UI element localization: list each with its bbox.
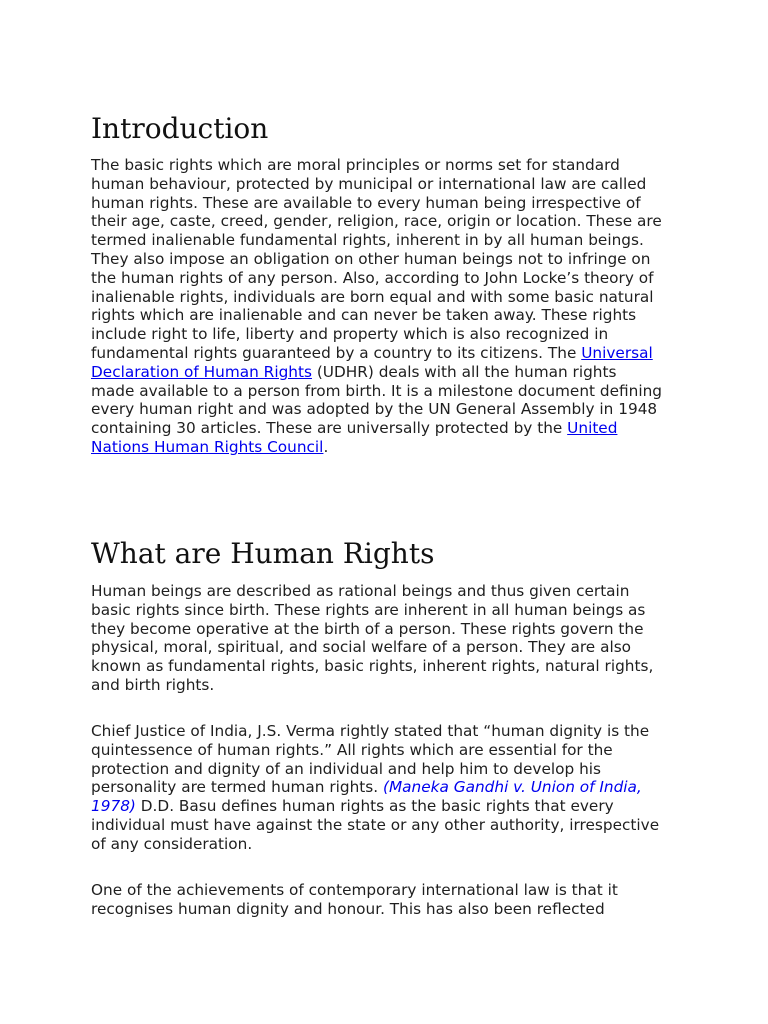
international-law-paragraph	[91, 881, 618, 919]
text-line: known as fundamental rights, basic rights, inherent rights, natural rights,	[91, 657, 654, 676]
definition-paragraph	[91, 582, 653, 695]
text-line: basic rights since birth. These rights are inherent in all human beings as	[91, 600, 646, 619]
unhrc-link[interactable]: United	[567, 419, 618, 438]
text-line: their age, caste, creed, gender, religion, race, origin or location. These are	[91, 212, 662, 231]
text-line: they become operative at the birth of a person. These rights govern the	[91, 619, 644, 638]
text-segment: fundamental rights guaranteed by a country to its citizens. The	[91, 343, 582, 362]
text-line: inalienable rights, individuals are born equal and with some basic natural	[91, 287, 654, 306]
udhr-link[interactable]: Universal	[581, 343, 653, 362]
text-line: of any consideration.	[91, 834, 253, 853]
text-line: One of the achievements of contemporary international law is that it	[91, 881, 618, 899]
what-are-human-rights-heading: What are Human Rights	[91, 537, 435, 570]
text-line: include right to life, liberty and property which is also recognized in	[91, 325, 609, 344]
introduction-heading: Introduction	[91, 112, 269, 145]
text-line: and birth rights.	[91, 675, 215, 694]
text-line: the human rights of any person. Also, according to John Locke’s theory of	[91, 268, 654, 287]
text-line: rights which are inalienable and can never be taken away. These rights	[91, 306, 637, 325]
text-segment: (UDHR) deals with all the human rights	[311, 362, 617, 381]
text-segment: personality are termed human rights.	[91, 778, 383, 797]
text-line: made available to a person from birth. It is a milestone document defining	[91, 381, 662, 400]
case-citation-continued: 1978)	[91, 797, 136, 816]
text-line: human behaviour, protected by municipal or international law are called	[91, 174, 647, 193]
text-line: every human right and was adopted by the UN General Assembly in 1948	[91, 400, 658, 419]
text-line: physical, moral, spiritual, and social welfare of a person. They are also	[91, 638, 632, 657]
text-line	[91, 797, 659, 816]
text-segment: .	[323, 437, 329, 456]
text-segment: containing 30 articles. These are universally protected by the	[91, 419, 568, 438]
text-line: Human beings are described as rational beings and thus given certain	[91, 582, 630, 600]
text-line: individual must have against the state or any other authority, irrespective	[91, 815, 660, 834]
text-line: termed inalienable fundamental rights, inherent in by all human beings.	[91, 231, 644, 250]
introduction-paragraph	[91, 156, 662, 457]
case-citation: (Maneka Gandhi v. Union of India,	[383, 778, 642, 797]
text-line	[91, 344, 662, 363]
human-dignity-paragraph	[91, 722, 659, 854]
text-line: The basic rights which are moral principles or norms set for standard	[91, 156, 620, 174]
text-line	[91, 778, 659, 797]
text-line: They also impose an obligation on other human beings not to infringe on	[91, 249, 651, 268]
text-line	[91, 438, 662, 457]
text-line: quintessence of human rights.” All rights which are essential for the	[91, 740, 613, 759]
text-segment: D.D. Basu defines human rights as the basic rights that every	[135, 797, 614, 816]
text-line	[91, 363, 662, 382]
unhrc-link-continued[interactable]: Nations Human Rights Council	[91, 437, 324, 456]
text-line	[91, 419, 662, 438]
text-line: human rights. These are available to every human being irrespective of	[91, 193, 641, 212]
text-line: protection and dignity of an individual and help him to develop his	[91, 759, 601, 778]
text-line: Chief Justice of India, J.S. Verma rightly stated that “human dignity is the	[91, 722, 650, 740]
udhr-link-continued[interactable]: Declaration of Human Rights	[91, 362, 312, 381]
text-line: recognises human dignity and honour. This has also been reflected	[91, 899, 605, 918]
